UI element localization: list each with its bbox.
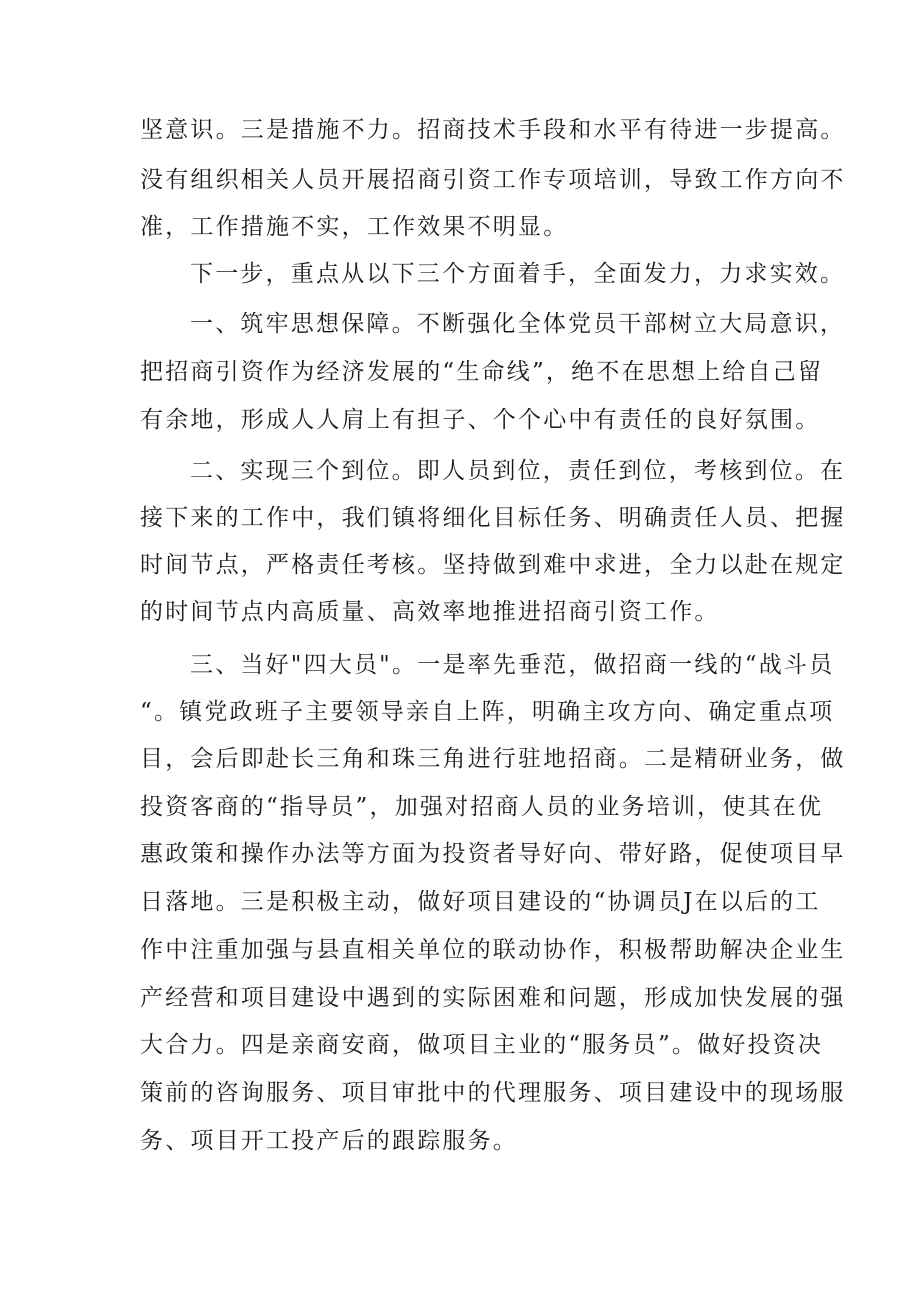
text-line: 目，会后即赴长三角和珠三角进行驻地招商。二是精研业务，做 <box>140 746 846 772</box>
text-line: 大合力。四是亲商安商，做项目主业的“服务员”。做好投资决 <box>140 1032 824 1058</box>
text-line: 坚意识。三是措施不力。招商技术手段和水平有待进一步提高。 <box>140 117 846 143</box>
text-line: 的时间节点内高质量、高效率地推进招商引资工作。 <box>140 599 720 625</box>
text-line: 时间节点，严格责任考核。坚持做到难中求进，全力以赴在规定 <box>140 552 846 578</box>
paragraph-start: 三、当好"四大员"。一是率先垂范，做招商一线的“战斗员 <box>190 652 835 678</box>
text-line: “。镇党政班子主要领导亲自上阵，明确主攻方向、确定重点项 <box>140 699 835 725</box>
text-line: 日落地。三是积极主动，做好项目建设的“协调员J在以后的工 <box>140 889 821 915</box>
paragraph-start: 一、筑牢思想保障。不断强化全体党员干部树立大局意识， <box>190 311 846 337</box>
text-line: 策前的咨询服务、项目审批中的代理服务、项目建设中的现场服 <box>140 1080 846 1106</box>
text-line: 准，工作措施不实，工作效果不明显。 <box>140 214 569 240</box>
text-line: 把招商引资作为经济发展的“生命线”，绝不在思想上给自己留 <box>140 359 824 385</box>
text-line: 接下来的工作中，我们镇将细化目标任务、明确责任人员、把握 <box>140 505 846 531</box>
paragraph-start: 下一步，重点从以下三个方面着手，全面发力，力求实效。 <box>190 261 846 287</box>
text-line: 有余地，形成人人肩上有担子、个个心中有责任的良好氛围。 <box>140 407 821 433</box>
text-line: 产经营和项目建设中遇到的实际困难和问题，形成加快发展的强 <box>140 985 846 1011</box>
text-line: 务、项目开工投产后的跟踪服务。 <box>140 1128 518 1154</box>
text-line: 没有组织相关人员开展招商引资工作专项培训，导致工作方向不 <box>140 167 846 193</box>
text-line: 作中注重加强与县直相关单位的联动协作，积极帮助解决企业生 <box>140 937 846 963</box>
text-line: 投资客商的“指导员”，加强对招商人员的业务培训，使其在优 <box>140 794 824 820</box>
paragraph-start: 二、实现三个到位。即人员到位，责任到位，考核到位。在 <box>190 458 846 484</box>
text-line: 惠政策和操作办法等方面为投资者导好向、带好路，促使项目早 <box>140 841 846 867</box>
